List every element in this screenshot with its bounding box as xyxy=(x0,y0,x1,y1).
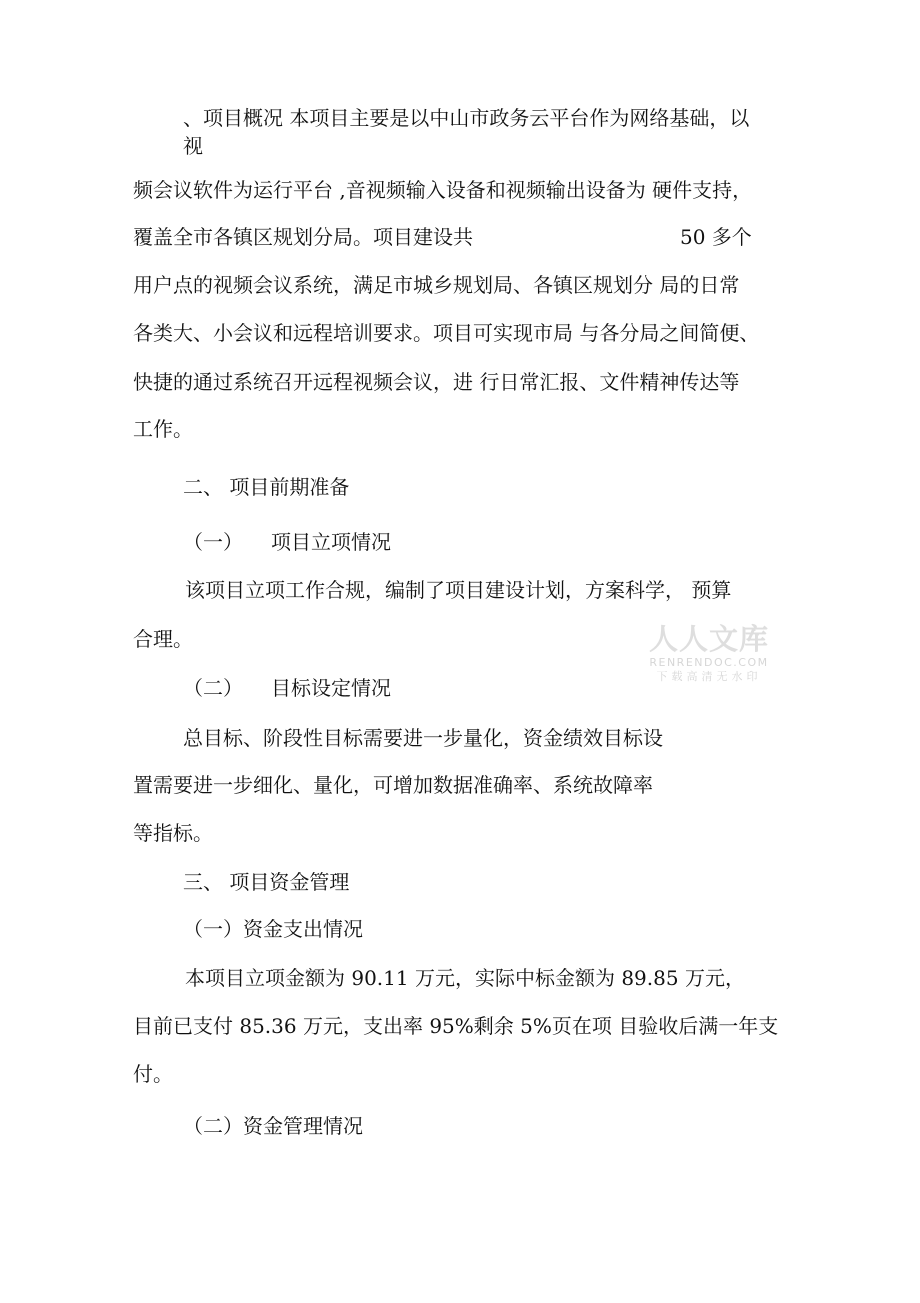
subsection-heading: （一）资金支出情况 xyxy=(183,917,363,941)
watermark-title: 人人文库 xyxy=(648,622,769,656)
paragraph-line: 覆盖全市各镇区规划分局。项目建设共 xyxy=(133,225,473,249)
paragraph-line: 目前已支付 85.36 万元，支出率 95%剩余 5%页在项 目验收后满一年支 xyxy=(133,1014,779,1038)
paragraph-line: 频会议软件为运行平台 ,音视频输入设备和视频输出设备为 硬件支持， xyxy=(133,178,753,202)
paragraph-line: 等指标。 xyxy=(133,821,213,845)
watermark-slogan: 下载高清无水印 xyxy=(656,670,762,683)
subsection-number: （二） xyxy=(183,676,243,700)
paragraph-line: 合理。 xyxy=(133,627,193,651)
section-heading: 二、 项目前期准备 xyxy=(183,475,350,499)
paragraph-line: 用户点的视频会议系统，满足市城乡规划局、各镇区规划分 局的日常 xyxy=(133,273,740,297)
subsection-title: 项目立项情况 xyxy=(271,530,391,554)
paragraph-line: 各类大、小会议和远程培训要求。项目可实现市局 与各分局之间简便、 xyxy=(133,321,760,345)
subsection-title: 目标设定情况 xyxy=(271,676,391,700)
paragraph-line: 视 xyxy=(183,134,203,158)
paragraph-line: 置需要进一步细化、量化，可增加数据准确率、系统故障率 xyxy=(133,773,653,797)
section-heading: 三、 项目资金管理 xyxy=(183,870,350,894)
paragraph-line: 本项目立项金额为 90.11 万元，实际中标金额为 89.85 万元， xyxy=(185,966,745,990)
paragraph-line: 付。 xyxy=(133,1062,173,1086)
paragraph-line: 总目标、阶段性目标需要进一步量化，资金绩效目标设 xyxy=(183,726,663,750)
subsection-number: （一） xyxy=(183,530,243,554)
paragraph-line-count: 50 多个 xyxy=(680,225,752,249)
paragraph-line: 快捷的通过系统召开远程视频会议，进 行日常汇报、文件精神传达等 xyxy=(133,370,740,394)
paragraph-line: 工作。 xyxy=(133,417,193,441)
watermark-url: RENRENDOC.COM xyxy=(649,656,769,669)
paragraph-line: 该项目立项工作合规，编制了项目建设计划，方案科学， 预算 xyxy=(185,578,732,602)
subsection-heading: （二）资金管理情况 xyxy=(183,1114,363,1138)
watermark-logo xyxy=(644,622,774,684)
paragraph-line: 、项目概况 本项目主要是以中山市政务云平台作为网络基础，以 xyxy=(183,106,750,130)
